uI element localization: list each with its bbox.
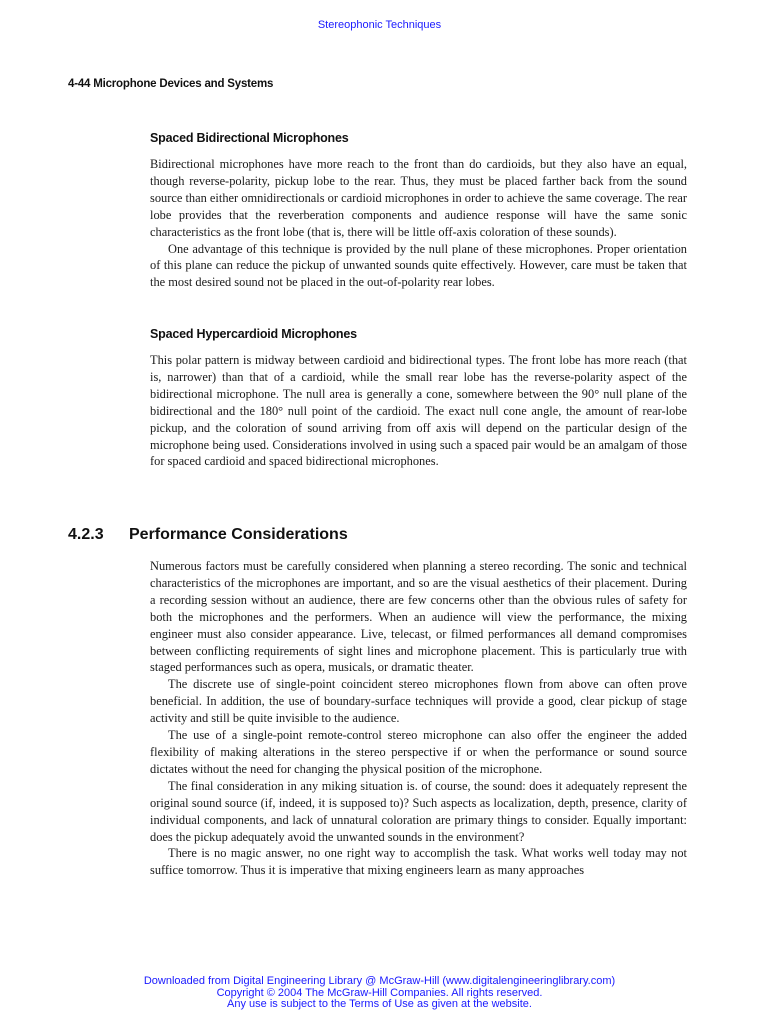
paragraph: One advantage of this technique is provided by the null plane of these microphones. Proper orientation of this plane can reduce the pickup of unwanted sounds quite effectively. However, care must be taken that the most desired sound not be placed in the out-of-polarity rear lobes.	[150, 241, 687, 290]
paragraph: This polar pattern is midway between cardioid and bidirectional types. The front lobe has more reach (that is, narrower) than that of a cardioid, while the small rear lobe has the reverse-polarity aspect of the bidirectional microphone. The null area is generally a cone, somewhere between the 90° null plane of the bidirectional and the 180° null point of the cardioid. The exact null cone angle, the amount of rear-lobe pickup, and the coloration of sound arriving from off axis will depend on the particular design of the microphone being used. Considerations involved in using such a spaced pair would be an amalgam of those for spaced cardioid and spaced bidirectional microphones.	[150, 353, 687, 469]
footer	[0, 976, 759, 1011]
section-number: 4.2.3	[68, 526, 104, 543]
subsection-body-bidirectional	[150, 156, 687, 291]
paragraph: Numerous factors must be carefully considered when planning a stereo recording. The sonic and technical characteristics of the microphones are important, and so are the visual aesthetics of their placement. During a recording session without an audience, there are few concerns other than the obvious rules of safety for both the microphones and the performers. When an audience will view the performance, the mixing engineer must also consider appearance. Live, telecast, or filmed performances all demand compromises between conflicting requirements of sight lines and microphone placement. This is particularly true with staged performances such as opera, musicals, or dramatic theater.	[150, 559, 687, 675]
subsection-title-hypercardioid: Spaced Hypercardioid Microphones	[150, 327, 357, 341]
footer-line[interactable]: Downloaded from Digital Engineering Library @ McGraw-Hill (www.digitalengineeringlibrary.com)	[143, 975, 616, 987]
subsection-title-bidirectional: Spaced Bidirectional Microphones	[150, 131, 349, 145]
subsection-body-hypercardioid	[150, 352, 687, 470]
section-heading	[68, 526, 568, 544]
section-body	[150, 558, 687, 879]
paragraph: There is no magic answer, no one right way to accomplish the task. What works well today may not suffice tomorrow. Thus it is imperative that mixing engineers learn as many approaches	[150, 846, 687, 878]
running-header: Stereophonic Techniques	[317, 19, 442, 31]
paragraph: Bidirectional microphones have more reach to the front than do cardioids, but they also have an equal, though reverse-polarity, pickup lobe to the rear. Thus, they must be placed farther back from the sound source than either omnidirectionals or cardioid microphones in order to achieve the same coverage. The rear lobe provides that the reverberation components and audience response will have the same sonic characteristics as the front lobe (that is, there will be little off-axis coloration of these sounds).	[150, 157, 687, 239]
paragraph: The discrete use of single-point coincident stereo microphones flown from above can often prove beneficial. In addition, the use of boundary-surface techniques will provide a good, clear pickup of stage activity and still be quite invisible to the audience.	[150, 677, 687, 726]
footer-line: Any use is subject to the Terms of Use as given at the website.	[227, 998, 532, 1010]
section-title: Performance Considerations	[129, 526, 348, 543]
paragraph: The use of a single-point remote-control stereo microphone can also offer the engineer the added flexibility of making alterations in the stereo perspective if or when the performance or sound source dictates without the need for changing the physical position of the microphone.	[150, 728, 687, 776]
paragraph: The final consideration in any miking situation is. of course, the sound: does it adequately represent the original sound source (if, indeed, it is supposed to)? Such aspects as localization, depth, presence, clarity of individual components, and lack of unnatural coloration are primary things to consider. Equally important: does the pickup adequately avoid the unwanted sounds in the environment?	[150, 778, 687, 844]
footer-line: Copyright © 2004 The McGraw-Hill Companies. All rights reserved.	[216, 986, 543, 999]
page-header: 4-44 Microphone Devices and Systems	[68, 78, 274, 90]
